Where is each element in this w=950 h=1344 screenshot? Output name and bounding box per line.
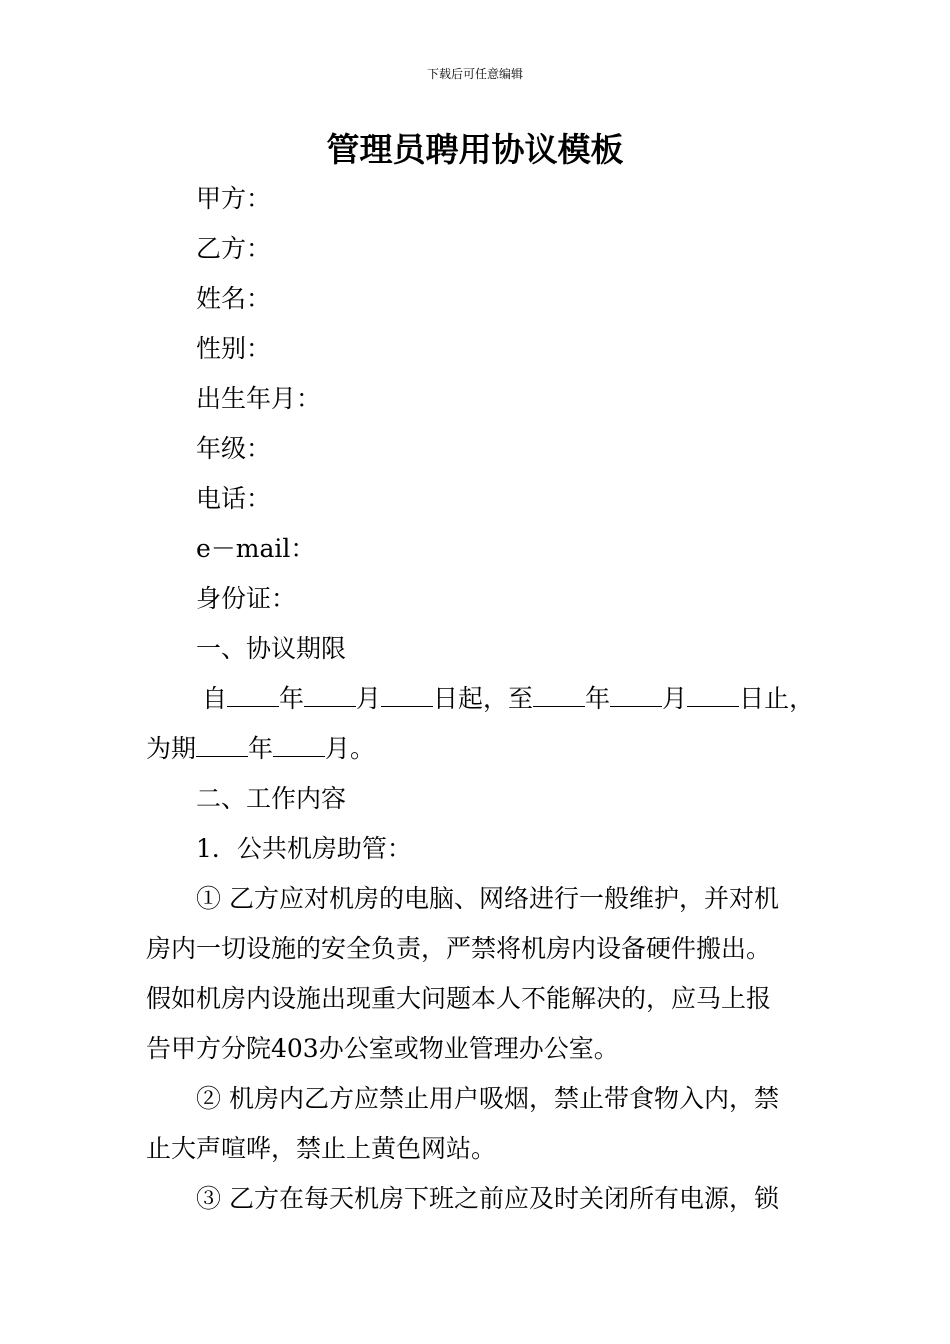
field-party-a: 甲方： (196, 184, 272, 213)
field-grade: 年级： (196, 434, 272, 463)
item1-line: 告甲方分院403办公室或物业管理办公室。 (146, 1034, 619, 1063)
term-text: 月。 (325, 734, 376, 763)
term-text: 日起，至 (433, 684, 534, 713)
field-name: 姓名： (196, 284, 272, 313)
item1-line: 房内一切设施的安全负责，严禁将机房内设备硬件搬出。 (146, 934, 772, 963)
blank-underline (381, 682, 433, 707)
item2-line: 止大声喧哗，禁止上黄色网站。 (146, 1134, 497, 1163)
term-text: 年 (279, 684, 305, 713)
blank-underline (533, 682, 585, 707)
blank-underline (273, 732, 325, 757)
header-note: 下载后可任意编辑 (426, 67, 523, 81)
field-birth-date: 出生年月： (196, 384, 322, 413)
term-text: 年 (585, 684, 611, 713)
term-text: 月 (356, 684, 382, 713)
item3-line: ③ 乙方在每天机房下班之前应及时关闭所有电源，锁 (196, 1184, 779, 1213)
item1-line: 假如机房内设施出现重大问题本人不能解决的，应马上报 (146, 984, 772, 1013)
document-title: 管理员聘用协议模板 (326, 130, 624, 169)
field-id-card: 身份证： (196, 584, 297, 613)
blank-underline (304, 682, 356, 707)
section2-heading: 二、工作内容 (196, 784, 347, 813)
term-text: 为期 (146, 734, 197, 763)
field-email: e－mail： (196, 534, 316, 563)
term-text: 月 (662, 684, 688, 713)
term-text: 年 (248, 734, 274, 763)
document-body (146, 174, 815, 1224)
field-gender: 性别： (196, 334, 272, 363)
term-text: 日止， (739, 684, 815, 713)
term-text: 自 (202, 684, 228, 713)
field-phone: 电话： (196, 484, 272, 513)
item2-line: ② 机房内乙方应禁止用户吸烟，禁止带食物入内，禁 (196, 1084, 779, 1113)
blank-underline (196, 732, 248, 757)
section1-heading: 一、协议期限 (196, 634, 347, 663)
field-party-b: 乙方： (196, 234, 272, 263)
item1-line: ① 乙方应对机房的电脑、网络进行一般维护，并对机 (196, 884, 779, 913)
blank-underline (610, 682, 662, 707)
term-line-1 (146, 674, 815, 724)
blank-underline (687, 682, 739, 707)
term-line-2 (146, 724, 810, 774)
blank-underline (227, 682, 279, 707)
section2-sub1: 1．公共机房助管： (196, 834, 412, 863)
